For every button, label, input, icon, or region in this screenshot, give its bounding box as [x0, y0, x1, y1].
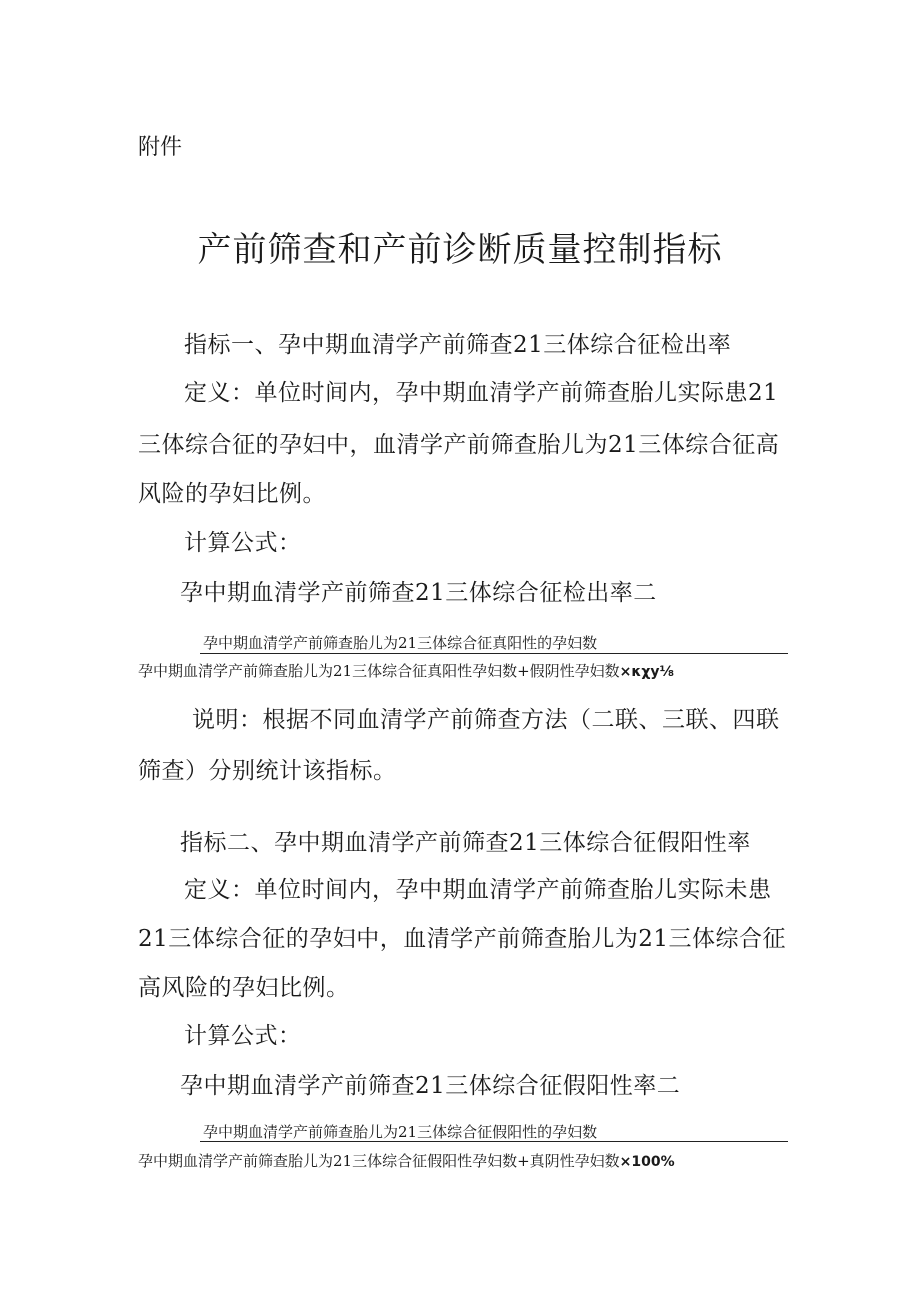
indicator2-fraction-bar [200, 1141, 788, 1142]
indicator2-formula-denominator [138, 1150, 675, 1171]
indicator1-heading: 指标一、孕中期血清学产前筛查21三体综合征检出率 [184, 332, 732, 358]
indicator1-definition-line2: 三体综合征的孕妇中，血清学产前筛查胎儿为21三体综合征高 [138, 432, 780, 458]
indicator1-denominator-text: 孕中期血清学产前筛查胎儿为21三体综合征真阳性孕妇数+假阴性孕妇数 [138, 662, 620, 680]
indicator2-definition-line1: 定义：单位时间内，孕中期血清学产前筛查胎儿实际未患 [184, 877, 772, 903]
indicator1-formula-lhs: 孕中期血清学产前筛查21三体综合征检出率二 [180, 580, 657, 606]
indicator2-formula-lhs: 孕中期血清学产前筛查21三体综合征假阳性率二 [180, 1073, 681, 1099]
indicator2-formula-label: 计算公式： [184, 1023, 302, 1049]
attachment-label: 附件 [138, 135, 183, 160]
indicator1-formula-denominator [138, 660, 674, 681]
indicator1-formula-label: 计算公式： [184, 530, 302, 556]
indicator1-definition-line1: 定义：单位时间内，孕中期血清学产前筛查胎儿实际患21 [184, 380, 779, 406]
indicator2-heading: 指标二、孕中期血清学产前筛查21三体综合征假阳性率 [180, 830, 751, 856]
indicator2-denominator-text: 孕中期血清学产前筛查胎儿为21三体综合征假阳性孕妇数+真阴性孕妇数 [138, 1152, 620, 1170]
indicator1-fraction-bar [200, 653, 788, 654]
indicator1-note-line2: 筛查）分别统计该指标。 [138, 758, 397, 784]
indicator2-definition-line3: 高风险的孕妇比例。 [138, 975, 350, 1001]
indicator1-definition-line3: 风险的孕妇比例。 [138, 481, 326, 507]
indicator2-definition-line2: 21三体综合征的孕妇中，血清学产前筛查胎儿为21三体综合征 [138, 926, 787, 952]
indicator2-denominator-suffix: ×100% [619, 1154, 675, 1170]
page-title: 产前筛查和产前诊断质量控制指标 [197, 230, 723, 270]
indicator1-note-line1: 说明：根据不同血清学产前筛查方法（二联、三联、四联 [192, 707, 780, 733]
indicator2-formula-numerator: 孕中期血清学产前筛查胎儿为21三体综合征假阳性的孕妇数 [203, 1123, 598, 1141]
indicator1-formula-numerator: 孕中期血清学产前筛查胎儿为21三体综合征真阳性的孕妇数 [203, 634, 598, 652]
indicator1-denominator-suffix: ×κχy⅛ [619, 664, 674, 680]
